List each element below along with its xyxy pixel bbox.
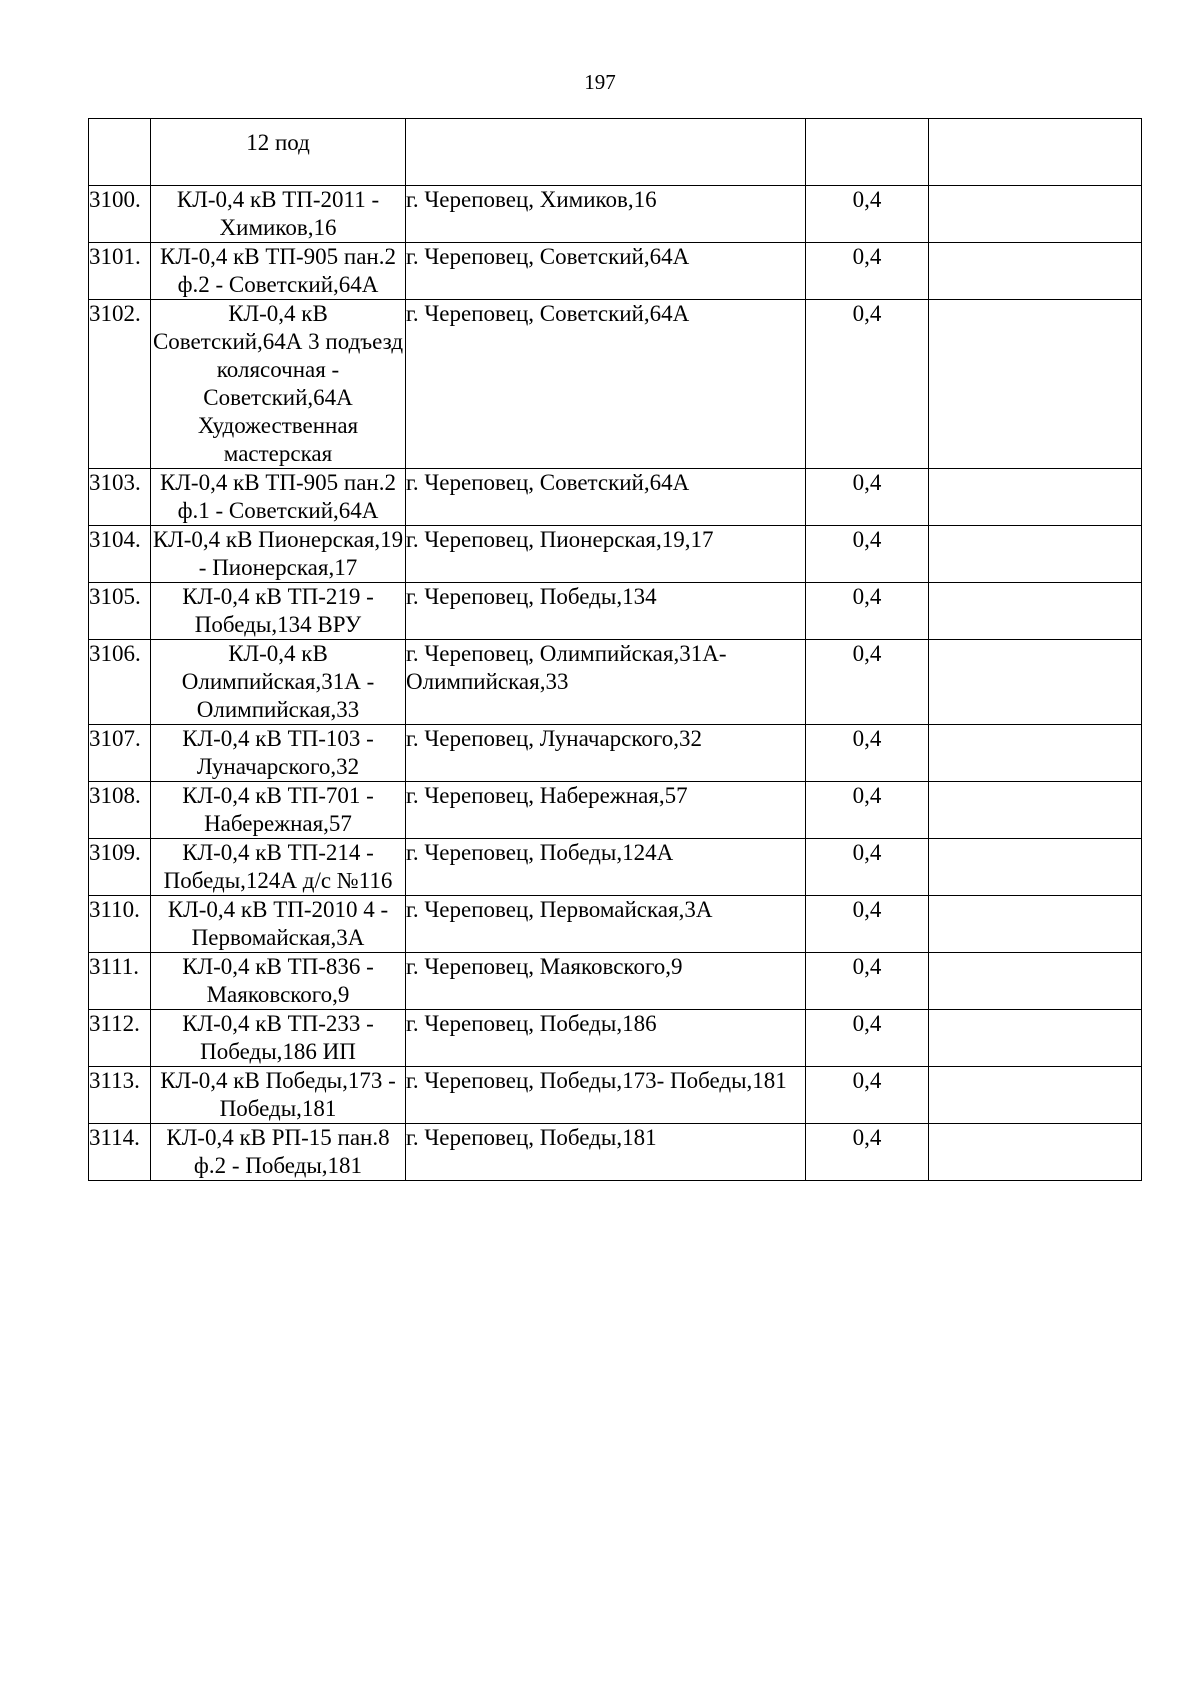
row-number-cell: 3102. — [89, 300, 151, 469]
address-cell: г. Череповец, Пионерская,19,17 — [406, 526, 806, 583]
line-name-cell: КЛ-0,4 кВ ТП-905 пан.2 ф.1 - Советский,64А — [151, 469, 406, 526]
table-row — [89, 640, 1142, 725]
address-cell: г. Череповец, Набережная,57 — [406, 782, 806, 839]
row-number-cell: 3101. — [89, 243, 151, 300]
extra-cell — [929, 583, 1142, 640]
table-row — [89, 839, 1142, 896]
table-row — [89, 583, 1142, 640]
voltage-cell: 0,4 — [806, 469, 929, 526]
line-name-cell: КЛ-0,4 кВ ТП-2010 4 - Первомайская,3А — [151, 896, 406, 953]
line-name-cell: КЛ-0,4 кВ ТП-103 - Луначарского,32 — [151, 725, 406, 782]
extra-cell — [929, 243, 1142, 300]
extra-cell — [929, 725, 1142, 782]
line-name-cell: КЛ-0,4 кВ Советский,64А 3 подъезд колясочная - Советский,64А Художественная мастерская — [151, 300, 406, 469]
voltage-cell: 0,4 — [806, 1067, 929, 1124]
extra-cell — [929, 953, 1142, 1010]
address-cell: г. Череповец, Советский,64А — [406, 243, 806, 300]
address-cell: г. Череповец, Луначарского,32 — [406, 725, 806, 782]
line-name-cell: КЛ-0,4 кВ РП-15 пан.8 ф.2 - Победы,181 — [151, 1124, 406, 1181]
table-row — [89, 1067, 1142, 1124]
line-name-cell: КЛ-0,4 кВ Победы,173 - Победы,181 — [151, 1067, 406, 1124]
row-number-cell: 3104. — [89, 526, 151, 583]
row-number-cell: 3114. — [89, 1124, 151, 1181]
voltage-cell — [806, 119, 929, 186]
extra-cell — [929, 1067, 1142, 1124]
extra-cell — [929, 896, 1142, 953]
page-number: 197 — [584, 70, 616, 94]
extra-cell — [929, 119, 1142, 186]
table-row — [89, 469, 1142, 526]
voltage-cell: 0,4 — [806, 640, 929, 725]
voltage-cell: 0,4 — [806, 243, 929, 300]
voltage-cell: 0,4 — [806, 300, 929, 469]
table-row — [89, 896, 1142, 953]
row-number-cell: 3111. — [89, 953, 151, 1010]
extra-cell — [929, 640, 1142, 725]
extra-cell — [929, 186, 1142, 243]
row-number-cell: 3113. — [89, 1067, 151, 1124]
row-number-cell: 3103. — [89, 469, 151, 526]
line-name-cell: КЛ-0,4 кВ ТП-219 - Победы,134 ВРУ — [151, 583, 406, 640]
extra-cell — [929, 782, 1142, 839]
line-name-cell: КЛ-0,4 кВ ТП-701 - Набережная,57 — [151, 782, 406, 839]
line-name-cell: КЛ-0,4 кВ ТП-2011 - Химиков,16 — [151, 186, 406, 243]
table-row — [89, 782, 1142, 839]
address-cell: г. Череповец, Маяковского,9 — [406, 953, 806, 1010]
address-cell: г. Череповец, Химиков,16 — [406, 186, 806, 243]
voltage-cell: 0,4 — [806, 839, 929, 896]
row-number-cell: 3109. — [89, 839, 151, 896]
voltage-cell: 0,4 — [806, 1124, 929, 1181]
voltage-cell: 0,4 — [806, 526, 929, 583]
line-name-cell: КЛ-0,4 кВ ТП-905 пан.2 ф.2 - Советский,64А — [151, 243, 406, 300]
row-number-cell: 3112. — [89, 1010, 151, 1067]
extra-cell — [929, 526, 1142, 583]
voltage-cell: 0,4 — [806, 1010, 929, 1067]
table-row — [89, 243, 1142, 300]
row-number-cell: 3106. — [89, 640, 151, 725]
table-row — [89, 1124, 1142, 1181]
address-cell: г. Череповец, Олимпийская,31А- Олимпийская,33 — [406, 640, 806, 725]
table-row — [89, 1010, 1142, 1067]
voltage-cell: 0,4 — [806, 725, 929, 782]
cable-lines-table — [88, 118, 1142, 1181]
line-name-cell: КЛ-0,4 кВ Пионерская,19 - Пионерская,17 — [151, 526, 406, 583]
address-cell: г. Череповец, Первомайская,3А — [406, 896, 806, 953]
extra-cell — [929, 469, 1142, 526]
line-name-cell: КЛ-0,4 кВ ТП-214 - Победы,124А д/с №116 — [151, 839, 406, 896]
voltage-cell: 0,4 — [806, 953, 929, 1010]
row-number-cell: 3110. — [89, 896, 151, 953]
row-number-cell: 3107. — [89, 725, 151, 782]
line-name-cell: КЛ-0,4 кВ Олимпийская,31А - Олимпийская,33 — [151, 640, 406, 725]
voltage-cell: 0,4 — [806, 186, 929, 243]
address-cell: г. Череповец, Победы,173- Победы,181 — [406, 1067, 806, 1124]
voltage-cell: 0,4 — [806, 583, 929, 640]
address-cell: г. Череповец, Победы,124А — [406, 839, 806, 896]
line-name-cell: КЛ-0,4 кВ ТП-836 - Маяковского,9 — [151, 953, 406, 1010]
address-cell: г. Череповец, Победы,186 — [406, 1010, 806, 1067]
table-row — [89, 300, 1142, 469]
address-cell — [406, 119, 806, 186]
extra-cell — [929, 300, 1142, 469]
voltage-cell: 0,4 — [806, 896, 929, 953]
row-number-cell: 3105. — [89, 583, 151, 640]
address-cell: г. Череповец, Победы,181 — [406, 1124, 806, 1181]
table-row — [89, 186, 1142, 243]
extra-cell — [929, 1124, 1142, 1181]
table-row — [89, 526, 1142, 583]
line-name-cell: КЛ-0,4 кВ ТП-233 - Победы,186 ИП — [151, 1010, 406, 1067]
extra-cell — [929, 1010, 1142, 1067]
table-row — [89, 953, 1142, 1010]
row-number-cell — [89, 119, 151, 186]
row-number-cell: 3108. — [89, 782, 151, 839]
continuation-row — [89, 119, 1142, 186]
extra-cell — [929, 839, 1142, 896]
table-row — [89, 725, 1142, 782]
line-name-cell: 12 под — [151, 119, 406, 186]
row-number-cell: 3100. — [89, 186, 151, 243]
voltage-cell: 0,4 — [806, 782, 929, 839]
address-cell: г. Череповец, Победы,134 — [406, 583, 806, 640]
address-cell: г. Череповец, Советский,64А — [406, 469, 806, 526]
address-cell: г. Череповец, Советский,64А — [406, 300, 806, 469]
